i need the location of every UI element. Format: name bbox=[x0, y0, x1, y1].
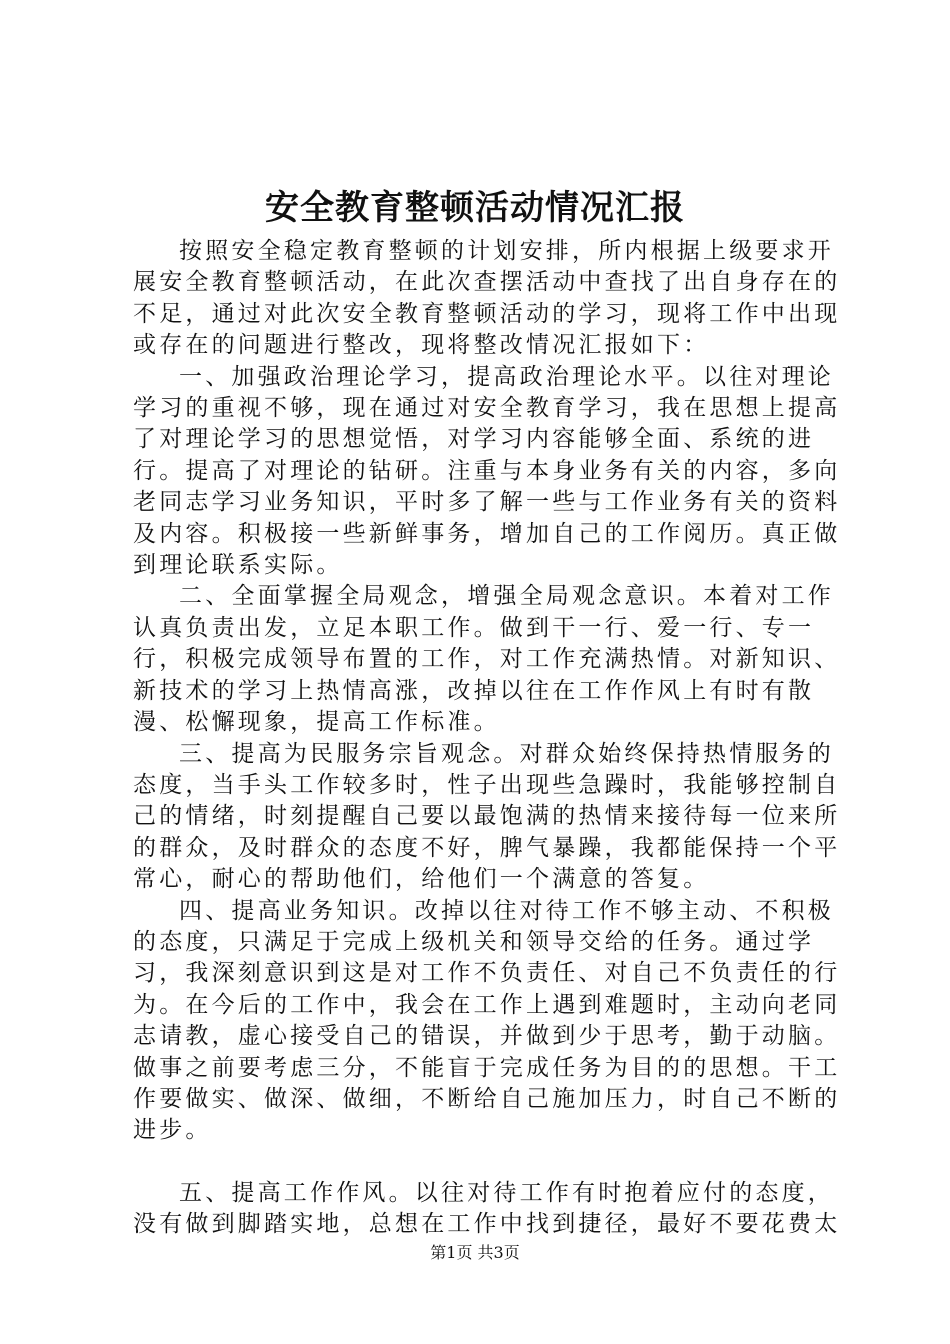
page-number-footer: 第1页 共3页 bbox=[430, 1243, 520, 1262]
paragraph-section-4: 四、提高业务知识。改掉以往对待工作不够主动、不积极的态度，只满足于完成上级机关和领导交给的任务。通过学习，我深刻意识到这是对工作不负责任、对自己不负责任的行为。在今后的工作中，我会在工作上遇到难题时，主动向老同志请教，虚心接受自己的错误，并做到少于思考，勤于动脑。做事之前要考虑三分，不能盲于完成任务为目的的思想。干工作要做实、做深、做细，不断给自己施加压力，时自己不断的进步。 bbox=[133, 897, 841, 1144]
paragraph-section-3: 三、提高为民服务宗旨观念。对群众始终保持热情服务的态度，当手头工作较多时，性子出现些急躁时，我能够控制自己的情绪，时刻提醒自己要以最饱满的热情来接待每一位来所的群众，及时群众的态度不好，脾气暴躁，我都能保持一个平常心，耐心的帮助他们，给他们一个满意的答复。 bbox=[133, 740, 841, 893]
paragraph-intro: 按照安全稳定教育整顿的计划安排，所内根据上级要求开展安全教育整顿活动，在此次查摆活动中查找了出自身存在的不足，通过对此次安全教育整顿活动的学习，现将工作中出现或存在的问题进行整改，现将整改情况汇报如下： bbox=[133, 238, 841, 359]
paragraph-section-5: 五、提高工作作风。以往对待工作有时抱着应付的态度，没有做到脚踏实地，总想在工作中找到捷径，最好不要花费太 bbox=[133, 1179, 841, 1238]
paragraph-section-2: 二、全面掌握全局观念，增强全局观念意识。本着对工作认真负责出发，立足本职工作。做到干一行、爱一行、专一行，积极完成领导布置的工作，对工作充满热情。对新知识、新技术的学习上热情高涨，改掉以往在工作作风上有时有散漫、松懈现象，提高工作标准。 bbox=[133, 583, 841, 736]
document-body bbox=[133, 236, 853, 1241]
paragraph-section-1: 一、加强政治理论学习，提高政治理论水平。以往对理论学习的重视不够，现在通过对安全教育学习，我在思想上提高了对理论学习的思想觉悟，对学习内容能够全面、系统的进行。提高了对理论的钻研。注重与本身业务有关的内容，多向老同志学习业务知识，平时多了解一些与工作业务有关的资料及内容。积极接一些新鲜事务，增加自己的工作阅历。真正做到理论联系实际。 bbox=[133, 363, 841, 579]
document-title: 安全教育整顿活动情况汇报 bbox=[265, 188, 685, 228]
